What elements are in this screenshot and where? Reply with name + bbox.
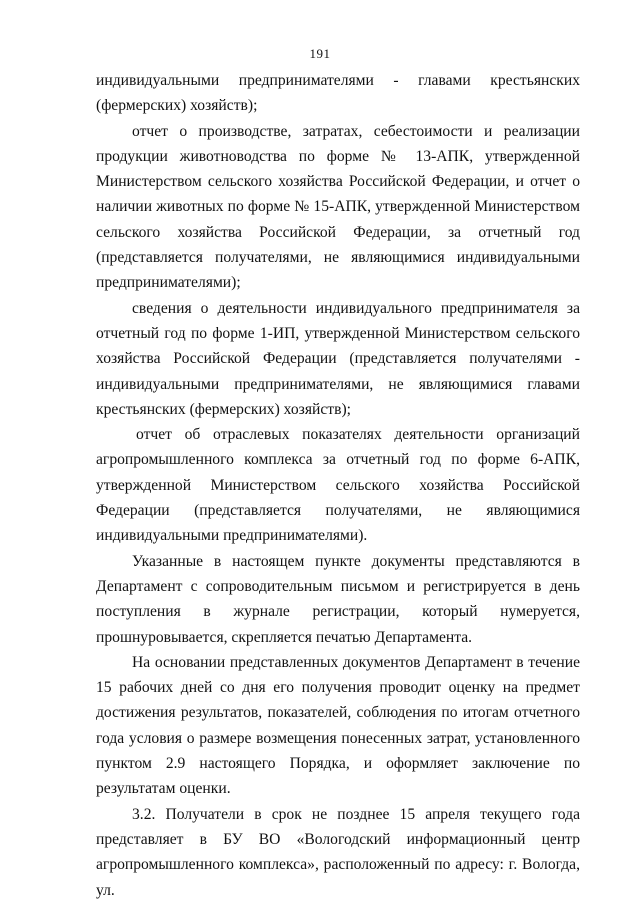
paragraph-industry-report: отчет об отраслевых показателях деятельности организаций агропромышленного комплекса за отчетный год по форме 6-АПК, утвержденной Министерством сельского хозяйства Российской Федерации (представляется получателями, не являющимися индивидуальными предпринимателями). (96, 426, 580, 545)
paragraph-continuation: индивидуальными предпринимателями - главами крестьянских (фермерских) хозяйств); (96, 72, 580, 115)
paragraph-livestock-report: отчет о производстве, затратах, себестоимости и реализации продукции животноводства по форме № 13-АПК, утвержденной Министерством сельского хозяйства Российской Федерации, и отчет о наличии животных по форме № 15-АПК, утвержденной Министерством сельского хозяйства Российской Федерации, за отчетный год (представляется получателями, не являющимися индивидуальными предпринимателями); (96, 122, 580, 292)
page-number: 191 (309, 46, 331, 61)
document-body (96, 68, 580, 903)
paragraph-assessment: На основании представленных документов Департамент в течение 15 рабочих дней со дня его получения проводит оценку на предмет достижения результатов, показателей, соблюдения по итогам отчетного года условия о размере возмещения понесенных затрат, установленного пунктом 2.9 настоящего Порядка, и оформляет заключение по результатам оценки. (96, 653, 580, 798)
paragraph-entrepreneur-info: сведения о деятельности индивидуального предпринимателя за отчетный год по форме 1-ИП, утвержденной Министерством сельского хозяйства Российской Федерации (представляется получателями - индивидуальными предпринимателями, не являющимися главами крестьянских (фермерских) хозяйств); (96, 299, 580, 418)
paragraph-documents-submission: Указанные в настоящем пункте документы представляются в Департамент с сопроводительным письмом и регистрируется в день поступления в журнале регистрации, который нумеруется, прошнуровывается, скрепляется печатью Департамента. (96, 552, 580, 646)
paragraph-section-3-2: 3.2. Получатели в срок не позднее 15 апреля текущего года представляет в БУ ВО «Вологодский информационный центр агропромышленного комплекса», расположенный по адресу: г. Вологда, ул. (96, 805, 580, 899)
